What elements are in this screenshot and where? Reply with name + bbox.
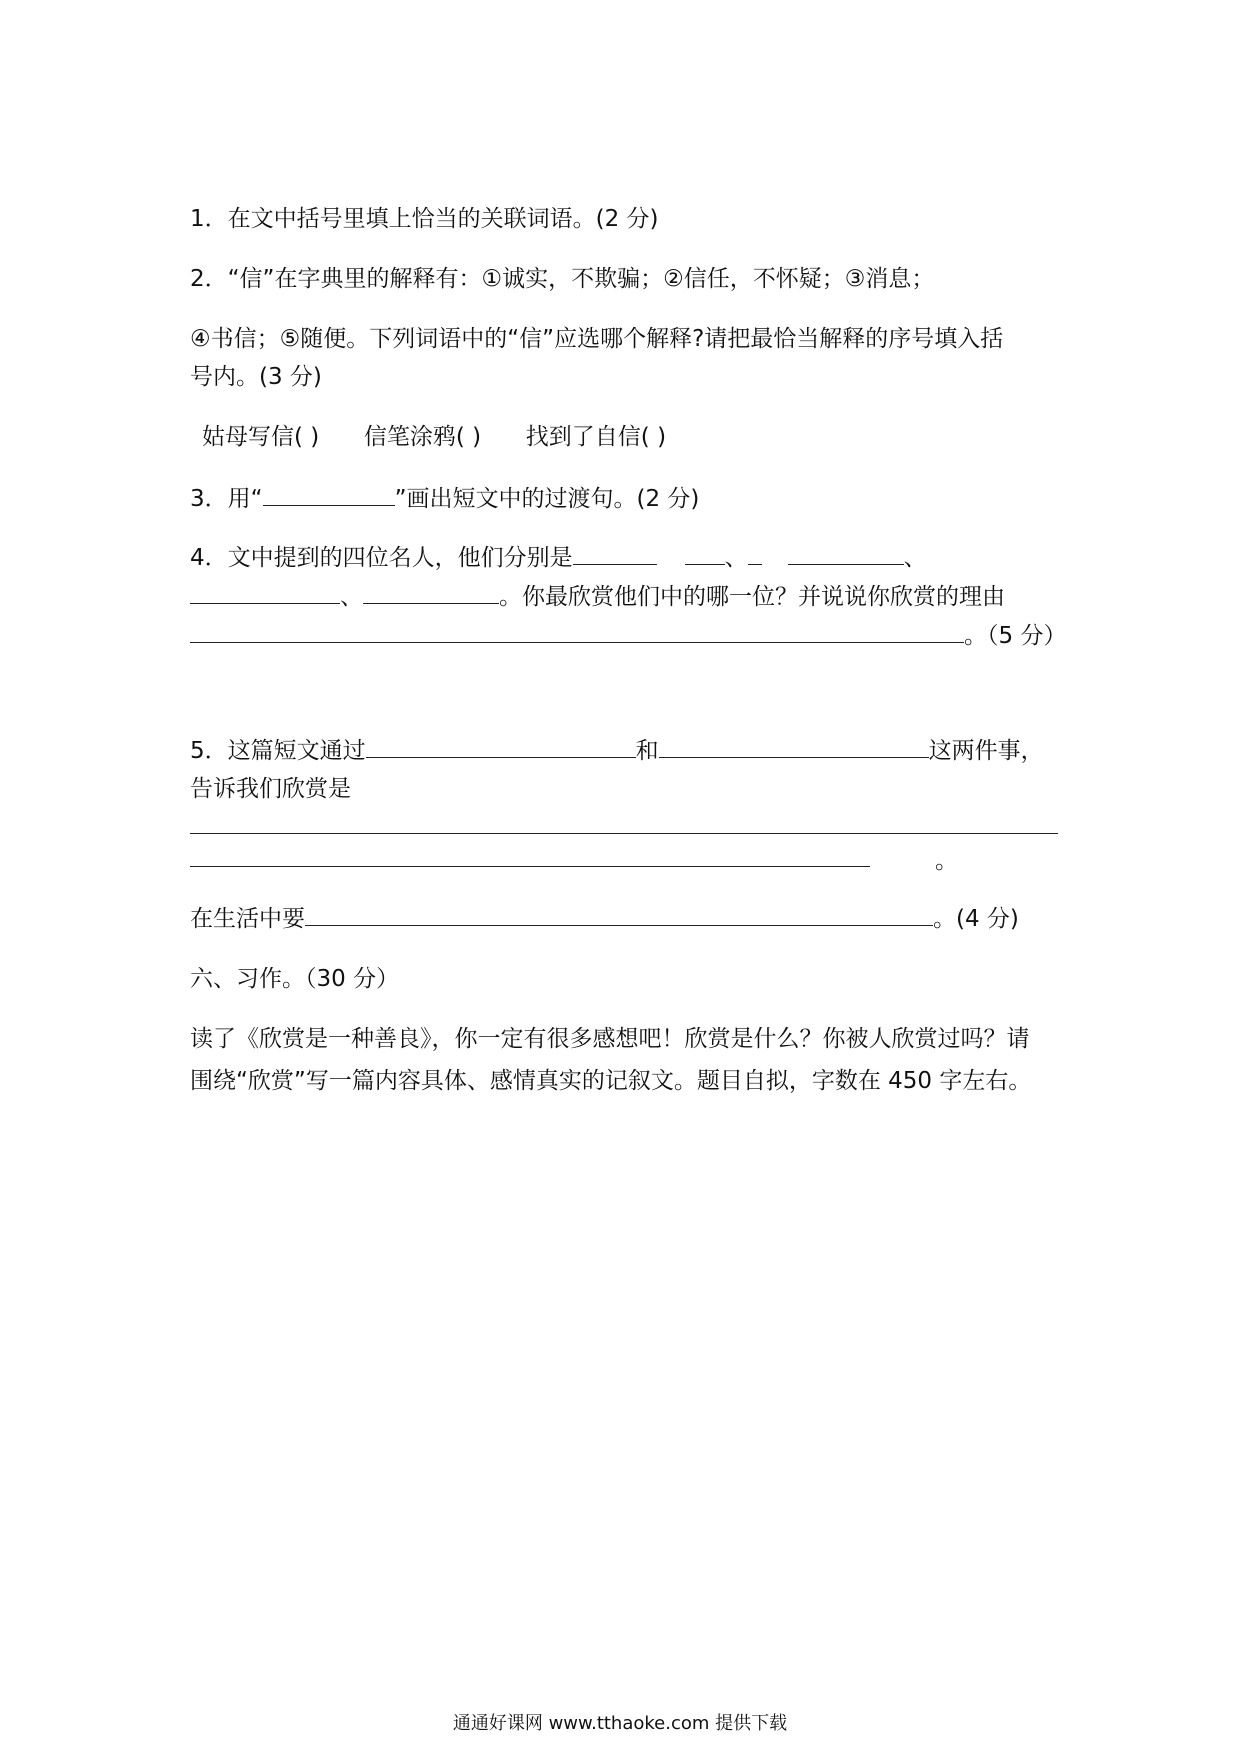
question-5-life-prefix: 在生活中要: [190, 906, 305, 932]
question-4-reason-blank[interactable]: [190, 620, 964, 643]
essay-prompt-line-1: 读了《欣赏是一种善良》，你一定有很多感想吧！欣赏是什么？你被人欣赏过吗？请: [190, 1026, 1030, 1052]
answer-line-1[interactable]: [190, 833, 1058, 834]
question-5-line-2: 告诉我们欣赏是: [190, 776, 351, 802]
footer-text: 通通好课网 www.tthaoke.com 提供下载: [452, 1713, 788, 1734]
question-5-life-blank[interactable]: [305, 903, 933, 926]
question-4-blank-2[interactable]: [685, 542, 725, 565]
question-4-blank-5[interactable]: [190, 581, 340, 604]
question-2-items: [202, 422, 666, 452]
question-5-life-line: [190, 903, 1019, 934]
item-xinbi-tuya: 信笔涂鸦( ): [363, 424, 482, 450]
question-4-end: 。（5 分）: [964, 623, 1067, 649]
question-5-life-end: 。(4 分): [933, 906, 1019, 932]
question-4-separator: 、: [724, 545, 748, 571]
question-3-blank[interactable]: [263, 483, 395, 506]
question-4-blank-1[interactable]: [573, 542, 657, 565]
question-4-question: 。你最欣赏他们中的哪一位？并说说你欣赏的理由: [499, 584, 1005, 610]
question-4-line-2: [190, 581, 1005, 612]
question-4-prefix: 4．文中提到的四位名人，他们分别是: [190, 545, 573, 571]
question-5-blank-1[interactable]: [366, 735, 636, 758]
question-4-line-1: [190, 542, 927, 573]
question-3-suffix: ”画出短文中的过渡句。(2 分): [394, 486, 700, 512]
question-1: 1．在文中括号里填上恰当的关联词语。(2 分): [190, 206, 659, 232]
question-4-line-3: [190, 620, 1066, 651]
question-2-line-1: 2．“信”在字典里的解释有：①诚实，不欺骗；②信任，不怀疑；③消息；: [190, 266, 935, 292]
question-5-prefix: 5．这篇短文通过: [190, 738, 366, 764]
question-4-blank-4[interactable]: [788, 542, 904, 565]
question-4-separator: 、: [340, 584, 363, 610]
question-3-prefix: 3．用“: [190, 486, 263, 512]
question-5-line-1: [190, 735, 1044, 766]
question-5-period: 。: [935, 848, 958, 874]
item-gumu-xiexin: 姑母写信( ): [202, 424, 320, 450]
section-6-title: 六、习作。（30 分）: [190, 966, 400, 992]
question-5-suffix: 这两件事，: [928, 738, 1044, 764]
question-4-separator: 、: [903, 545, 927, 571]
question-4-blank-6[interactable]: [363, 581, 499, 604]
question-5-blank-2[interactable]: [659, 735, 929, 758]
question-5-and: 和: [635, 738, 659, 764]
essay-prompt-line-2: 围绕“欣赏”写一篇内容具体、感情真实的记叙文。题目自拟，字数在 450 字左右。: [190, 1068, 1032, 1094]
answer-line-2[interactable]: [190, 866, 870, 867]
item-zhaodao-zixin: 找到了自信( ): [525, 424, 667, 450]
question-2-line-3: 号内。(3 分): [190, 364, 322, 390]
question-2-line-2: ④书信；⑤随便。下列词语中的“信”应选哪个解释?请把最恰当解释的序号填入括: [190, 326, 1004, 352]
question-4-blank-3[interactable]: [748, 542, 762, 565]
question-3: [190, 483, 699, 514]
